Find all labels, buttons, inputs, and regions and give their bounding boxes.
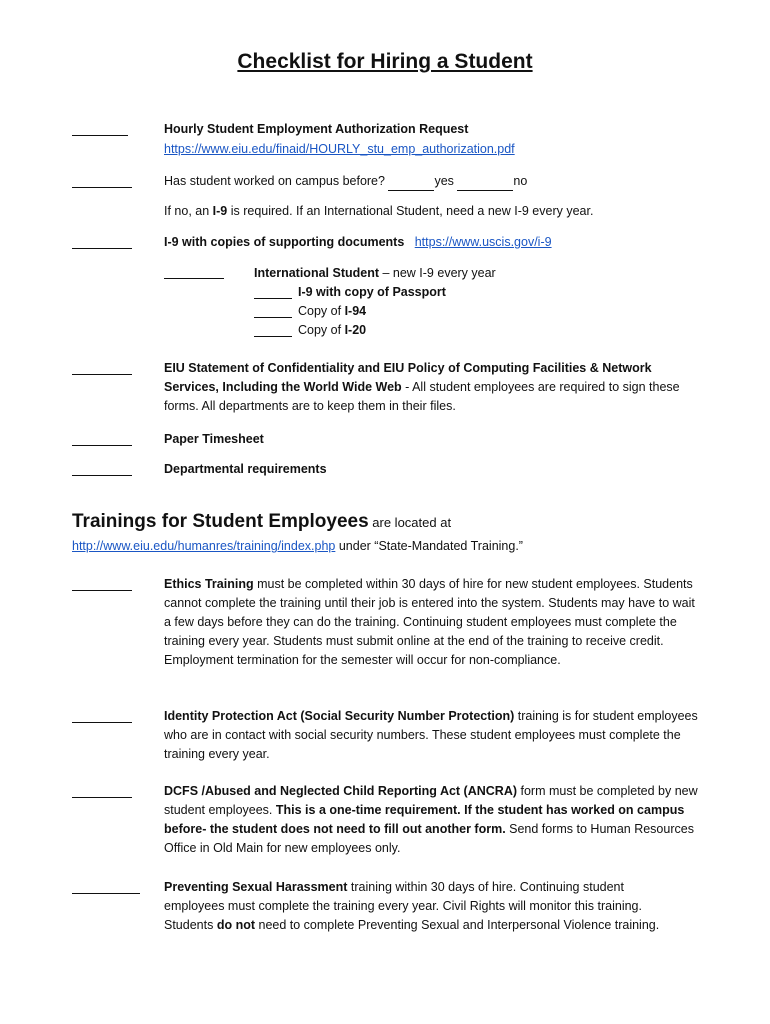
- no-blank[interactable]: [457, 177, 513, 191]
- yes-blank[interactable]: [388, 177, 434, 191]
- checkbox-line-intl[interactable]: [164, 265, 224, 279]
- checkbox-line-harassment[interactable]: [72, 880, 140, 894]
- eiu-statement: EIU Statement of Confidentiality and EIU Policy of Computing Facilities & Network Services, Including the World Wide Web - All student employees are required to sign these forms. All departments are to keep them in their files.: [164, 361, 680, 413]
- checkbox-line-timesheet[interactable]: [72, 432, 132, 446]
- sexual-harassment-training: Preventing Sexual Harassment training within 30 days of hire. Continuing student employees must complete the training every year. Civil Rights will monitor this training. Students do not need to complete Preventing Sexual and Interpersonal Violence training.: [164, 880, 660, 932]
- i94-item: Copy of I-94: [298, 304, 367, 318]
- checkbox-line-worked[interactable]: [72, 174, 132, 188]
- checkbox-line-eiu[interactable]: [72, 361, 132, 375]
- hourly-link[interactable]: https://www.eiu.edu/finaid/HOURLY_stu_emp_authorization.pdf: [164, 142, 515, 156]
- checkbox-line-identity[interactable]: [72, 709, 132, 723]
- dcfs-ancra: DCFS /Abused and Neglected Child Reporting Act (ANCRA) form must be completed by new student employees. This is a one-time requirement. If the student has worked on campus before- the student does not need to fill out another form. Send forms to Human Resources Office in Old Main for new employees only.: [164, 784, 698, 855]
- checkbox-line-ethics[interactable]: [72, 577, 132, 591]
- hourly-title: Hourly Student Employment Authorization Request: [164, 122, 469, 136]
- i20-item: Copy of I-20: [298, 323, 367, 337]
- ethics-training: Ethics Training must be completed within 30 days of hire for new student employees. Students cannot complete the training until their job is entered into the system. Students may have to wait a few days before they can do the training. Continuing student employees must complete the training every year. Students must submit online at the end of the training to receive credit. Employment termination for the semester will occur for non-compliance.: [164, 577, 695, 667]
- checkbox-line-hourly[interactable]: [72, 122, 128, 136]
- trainings-heading: Trainings for Student Employees are located at: [72, 511, 452, 532]
- checkbox-line-dcfs[interactable]: [72, 784, 132, 798]
- page-title: Checklist for Hiring a Student: [237, 50, 533, 73]
- departmental-requirements: Departmental requirements: [164, 462, 327, 476]
- checkbox-line-dept[interactable]: [72, 462, 132, 476]
- checkbox-line-i20[interactable]: [254, 323, 292, 337]
- identity-protection: Identity Protection Act (Social Security Number Protection) training is for student employees who are in contact with social security numbers. These student employees must complete the training every year.: [164, 709, 698, 761]
- i9-link[interactable]: https://www.uscis.gov/i-9: [414, 235, 552, 249]
- trainings-link-row: http://www.eiu.edu/humanres/training/index.php under “State-Mandated Training.”: [72, 539, 523, 553]
- worked-question: Has student worked on campus before? yes no: [164, 172, 724, 191]
- checkbox-line-i9[interactable]: [72, 235, 132, 249]
- intl-student: International Student – new I-9 every year: [254, 266, 496, 280]
- paper-timesheet: Paper Timesheet: [164, 432, 264, 446]
- if-no-note: If no, an I-9 is required. If an International Student, need a new I-9 every year.: [164, 204, 594, 218]
- passport-item: I-9 with copy of Passport: [298, 285, 446, 299]
- checkbox-line-passport[interactable]: [254, 285, 292, 299]
- trainings-link[interactable]: http://www.eiu.edu/humanres/training/index.php: [72, 539, 336, 553]
- i9-row: I-9 with copies of supporting documents https://www.uscis.gov/i-9: [164, 235, 552, 249]
- checkbox-line-i94[interactable]: [254, 304, 292, 318]
